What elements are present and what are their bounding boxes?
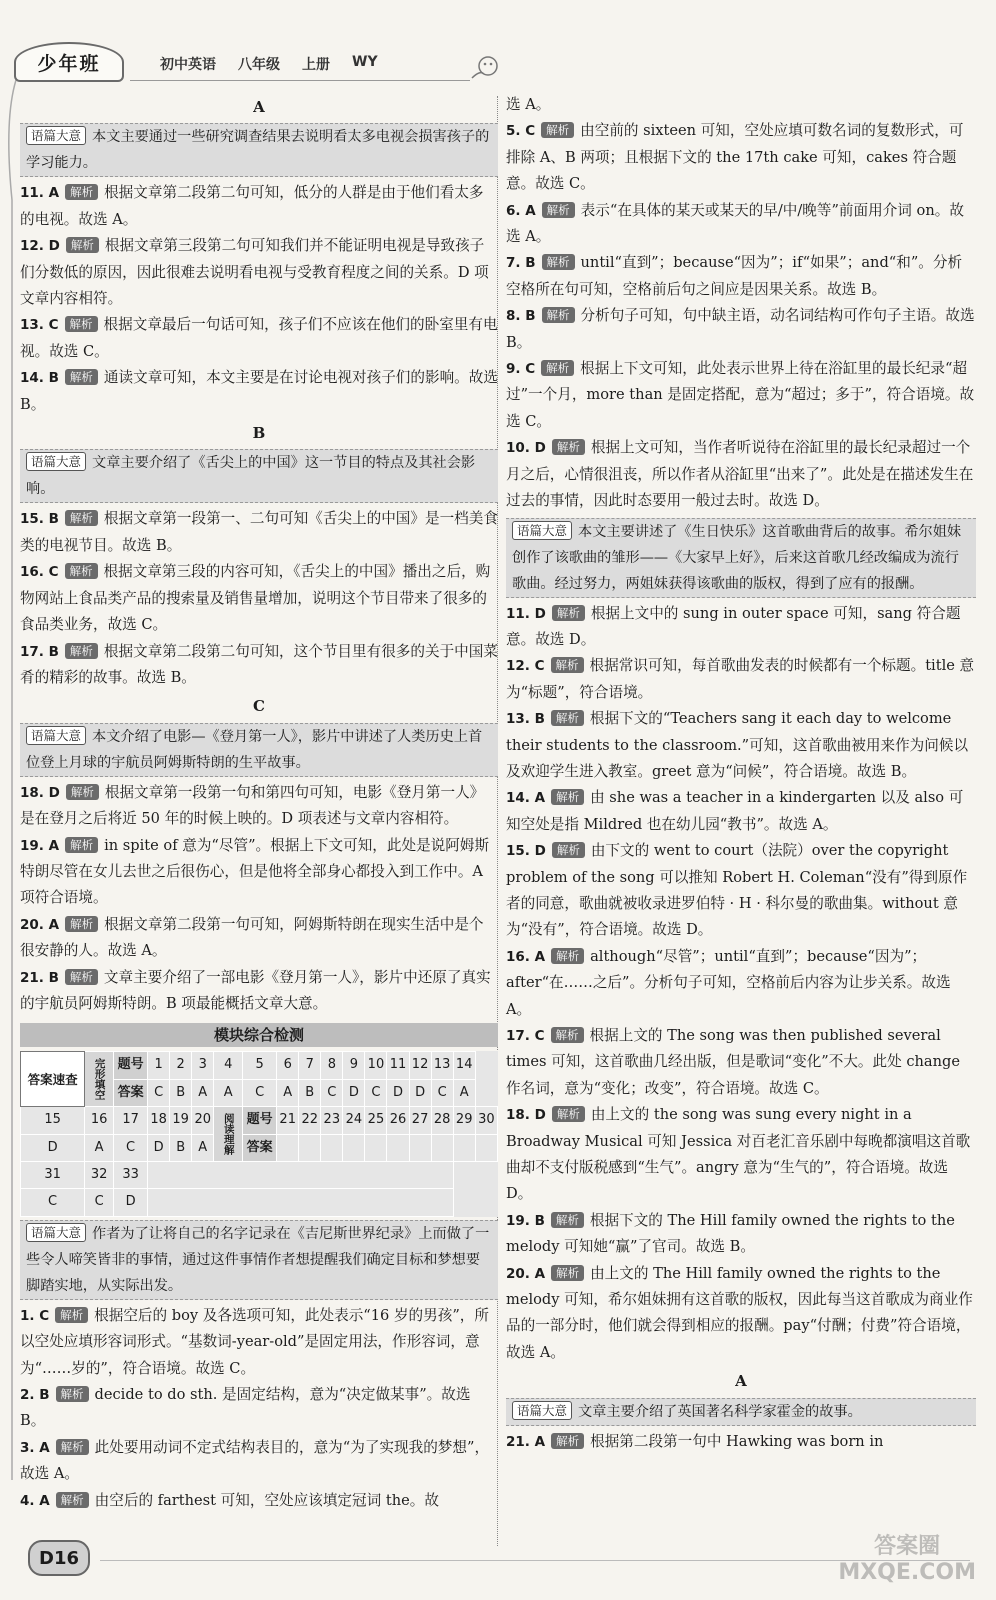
answer-value: C bbox=[365, 1079, 387, 1106]
answer-value: D bbox=[148, 1134, 170, 1161]
question-number: 26 bbox=[387, 1107, 409, 1134]
answer-value: C bbox=[85, 1189, 114, 1216]
answer-value: C bbox=[114, 1134, 148, 1161]
blank-cell bbox=[148, 1189, 454, 1216]
section-heading-a: A bbox=[253, 98, 265, 116]
question-number: 11. A bbox=[20, 185, 60, 202]
header-volume: 上册 bbox=[302, 57, 330, 73]
analysis-tag: 解析 bbox=[542, 202, 575, 218]
mascot-icon bbox=[470, 52, 500, 80]
analysis-tag: 解析 bbox=[66, 237, 99, 253]
question-number: 13. C bbox=[20, 317, 59, 334]
answer-item bbox=[20, 1303, 498, 1382]
analysis-text: 通读文章可知，本文主要是在讨论电视对孩子们的影响。故选 B。 bbox=[20, 369, 498, 413]
answer-item bbox=[506, 1208, 976, 1261]
question-number: 13. B bbox=[506, 711, 545, 728]
analysis-text: 此处要用动词不定式结构表目的，意为“为了实现我的梦想”，故选 A。 bbox=[20, 1438, 490, 1483]
question-number: 24 bbox=[343, 1107, 365, 1134]
answer-key-row bbox=[21, 1162, 498, 1189]
question-number: 17 bbox=[114, 1107, 148, 1134]
passage-summary bbox=[506, 518, 976, 598]
answer-list bbox=[506, 118, 976, 514]
question-number: 21. A bbox=[506, 1433, 546, 1450]
quick-answer-label: 答案速查 bbox=[21, 1052, 85, 1107]
analysis-tag: 解析 bbox=[551, 1265, 584, 1281]
analysis-text: 根据第二段第一句中 Hawking was born in bbox=[590, 1432, 884, 1450]
analysis-text: 根据文章第二段第二句可知，低分的人群是由于他们看太多的电视。故选 A。 bbox=[20, 184, 484, 228]
page-header bbox=[0, 0, 996, 92]
passage-summary bbox=[506, 1398, 976, 1426]
question-number: 16 bbox=[85, 1107, 114, 1134]
question-number: 3 bbox=[192, 1052, 214, 1079]
answer-value bbox=[299, 1134, 321, 1161]
answer-key-table bbox=[20, 1051, 498, 1216]
answer-list bbox=[20, 180, 498, 418]
summary-tag: 语篇大意 bbox=[512, 521, 572, 540]
answer-value: B bbox=[170, 1134, 192, 1161]
analysis-tag: 解析 bbox=[65, 316, 98, 332]
analysis-text: 根据上文中的 sung in outer space 可知，sang 符合题意。故选 D。 bbox=[506, 604, 961, 648]
answer-item bbox=[506, 653, 976, 706]
analysis-tag: 解析 bbox=[65, 969, 98, 985]
analysis-text: 分析句子可知，句中缺主语，动名词结构可作句子主语。故选 B。 bbox=[506, 307, 975, 351]
question-number-label: 题号 bbox=[114, 1052, 148, 1079]
question-number: 6 bbox=[277, 1052, 299, 1079]
answer-value: D bbox=[21, 1134, 85, 1161]
question-number: 18 bbox=[148, 1107, 170, 1134]
analysis-tag: 解析 bbox=[541, 122, 574, 138]
summary-tag: 语篇大意 bbox=[512, 1401, 572, 1420]
answer-item bbox=[20, 833, 498, 912]
summary-text: 本文介绍了电影—《登月第一人》，影片中讲述了人类历史上首位登上月球的宇航员阿姆斯特朗的生平故事。 bbox=[26, 728, 483, 771]
answer-value: A bbox=[192, 1134, 214, 1161]
header-grade: 八年级 bbox=[238, 57, 280, 73]
summary-text: 作者为了让将自己的名字记录在《吉尼斯世界纪录》上而做了一些令人啼笑皆非的事情，通过这件事情作者想提醒我们确定目标和梦想要脚踏实地，从实际出发。 bbox=[26, 1225, 490, 1294]
question-number: 32 bbox=[85, 1162, 114, 1189]
analysis-text: in spite of 意为“尽管”。根据上下文可知，此处是说阿姆斯特朗尽管在女儿去世之后很伤心，但是他将全部身心都投入到工作中。A 项符合语境。 bbox=[20, 836, 490, 907]
analysis-text: 根据常识可知，每首歌曲发表的时候都有一个标题。title 意为“标题”，符合语境。 bbox=[506, 657, 975, 701]
summary-text: 文章主要介绍了英国著名科学家霍金的故事。 bbox=[578, 1403, 862, 1420]
analysis-tag: 解析 bbox=[65, 643, 98, 659]
analysis-text: 根据下文的 The Hill family owned the rights to the melody 可知她“赢”了官司。故选 B。 bbox=[506, 1211, 955, 1256]
answer-value: A bbox=[453, 1079, 475, 1106]
analysis-text: decide to do sth. 是固定结构，意为“决定做某事”。故选 B。 bbox=[20, 1386, 471, 1430]
analysis-tag: 解析 bbox=[65, 837, 98, 853]
binding-curve-decoration bbox=[2, 80, 20, 1480]
answer-value: A bbox=[85, 1134, 114, 1161]
question-number: 9. C bbox=[506, 361, 536, 378]
summary-tag: 语篇大意 bbox=[26, 1223, 86, 1242]
answer-key-row bbox=[21, 1134, 498, 1161]
answer-item bbox=[506, 118, 976, 197]
answer-value: D bbox=[387, 1079, 409, 1106]
analysis-tag: 解析 bbox=[552, 439, 585, 455]
question-number: 23 bbox=[321, 1107, 343, 1134]
question-number: 8 bbox=[321, 1052, 343, 1079]
analysis-text: 根据文章第二段第二句可知，这个节目里有很多的关于中国菜肴的精彩的故事。故选 B。 bbox=[20, 642, 498, 686]
cloze-label: 完形填空 bbox=[85, 1052, 114, 1107]
summary-tag: 语篇大意 bbox=[26, 126, 86, 145]
answer-value: B bbox=[170, 1079, 192, 1106]
analysis-tag: 解析 bbox=[551, 1027, 584, 1043]
answer-value bbox=[409, 1134, 431, 1161]
answer-item bbox=[20, 312, 498, 365]
answer-key-row bbox=[21, 1189, 498, 1216]
answer-value: C bbox=[321, 1079, 343, 1106]
analysis-text: 根据文章第三段第二句可知我们并不能证明电视是导致孩子们分数低的原因，因此很难去说明看电视与受教育程度之间的关系。D 项文章内容相符。 bbox=[20, 237, 489, 308]
answer-item bbox=[506, 1261, 976, 1367]
question-number: 16. A bbox=[506, 948, 546, 965]
brand-logo: 少年班 bbox=[14, 42, 124, 82]
question-number: 21. B bbox=[20, 969, 59, 986]
question-number: 16. C bbox=[20, 564, 59, 581]
watermark-url: MXQE.COM bbox=[838, 1560, 976, 1585]
answer-label: 答案 bbox=[243, 1134, 277, 1161]
question-number: 25 bbox=[365, 1107, 387, 1134]
answer-item bbox=[506, 435, 976, 514]
answer-item bbox=[20, 965, 498, 1018]
question-number: 18. D bbox=[506, 1107, 546, 1124]
answer-item bbox=[20, 780, 498, 833]
answer-value: A bbox=[214, 1079, 243, 1106]
answer-value: D bbox=[114, 1189, 148, 1216]
analysis-text: 根据上文可知，当作者听说待在浴缸里的最长纪录超过一个月之后，心情很沮丧，所以作者从浴缸里“出来了”。此处是在描述发生在过去的事情，因此时态要用一般过去时。故选 D。 bbox=[506, 439, 974, 510]
question-number: 12 bbox=[409, 1052, 431, 1079]
summary-tag: 语篇大意 bbox=[26, 726, 86, 745]
question-number: 15 bbox=[21, 1107, 85, 1134]
analysis-tag: 解析 bbox=[542, 307, 575, 323]
answer-list bbox=[20, 1303, 498, 1514]
question-number: 2 bbox=[170, 1052, 192, 1079]
question-number: 9 bbox=[343, 1052, 365, 1079]
analysis-tag: 解析 bbox=[66, 784, 99, 800]
analysis-text: until“直到”；because“因为”；if“如果”；and“和”。分析空格所在句可知，空格前后句之间应是因果关系。故选 B。 bbox=[506, 254, 963, 298]
answer-item bbox=[20, 639, 498, 692]
question-number: 30 bbox=[475, 1107, 497, 1134]
question-number: 10. D bbox=[506, 440, 546, 457]
answer-value bbox=[453, 1134, 475, 1161]
answer-item bbox=[20, 365, 498, 418]
question-number: 1 bbox=[148, 1052, 170, 1079]
question-number: 12. D bbox=[20, 238, 60, 255]
analysis-text: 由上文的 the song was sung every night in a Broadway Musical 可知 Jessica 对百老汇音乐剧中每晚都演唱这首歌曲却不支付版税感到“生气”。angry 意为“生气的”，符合语境。故选 D。 bbox=[506, 1106, 971, 1203]
question-number: 14 bbox=[453, 1052, 475, 1079]
analysis-text: 根据文章第一段第一、二句可知《舌尖上的中国》是一档美食类的电视节目。故选 B。 bbox=[20, 510, 498, 554]
summary-text: 文章主要介绍了《舌尖上的中国》这一节目的特点及其社会影响。 bbox=[26, 455, 476, 498]
passage-summary bbox=[20, 723, 498, 777]
question-number: 6. A bbox=[506, 202, 536, 219]
question-number: 2. B bbox=[20, 1387, 50, 1404]
question-number: 28 bbox=[431, 1107, 453, 1134]
section-heading-a: A bbox=[735, 1372, 747, 1391]
question-number: 5 bbox=[243, 1052, 277, 1079]
answer-item bbox=[20, 559, 498, 638]
question-number: 20 bbox=[192, 1107, 214, 1134]
section-heading-c: C bbox=[253, 697, 265, 716]
analysis-text: 由下文的 went to court（法院）over the copyright problem of the song 可以推知 Robert H. Coleman“没有”得到原作者的同意，歌曲就被收录进罗伯特 · H · 科尔曼的歌曲集。without 意为“没有”，符合语境。故选 D。 bbox=[506, 842, 968, 939]
analysis-text: 根据上下文可知，此处表示世界上待在浴缸里的最长纪录“超过”一个月，more than 是固定搭配，意为“超过；多于”，符合语境。故选 C。 bbox=[506, 360, 975, 430]
answer-item bbox=[20, 1435, 498, 1488]
answer-item bbox=[506, 706, 976, 785]
reading-label: 阅读理解 bbox=[214, 1107, 243, 1162]
analysis-tag: 解析 bbox=[56, 1492, 89, 1508]
answer-value: C bbox=[21, 1189, 85, 1216]
question-number: 4 bbox=[214, 1052, 243, 1079]
question-number: 7 bbox=[299, 1052, 321, 1079]
question-number: 17. B bbox=[20, 643, 59, 660]
analysis-text: 根据文章最后一句话可知，孩子们不应该在他们的卧室里有电视。故选 C。 bbox=[20, 316, 498, 360]
answer-item bbox=[506, 250, 976, 303]
answer-value bbox=[475, 1134, 497, 1161]
analysis-text: 根据文章第二段第一句可知，阿姆斯特朗在现实生活中是个很安静的人。故选 A。 bbox=[20, 915, 484, 960]
analysis-text: 根据上文的 The song was then published several times 可知，这首歌曲几经出版，但是歌词“变化”不大。此处 change 作名词，意为“变化；改变”，符合语境。故选 C。 bbox=[506, 1027, 961, 1097]
answer-item bbox=[506, 601, 976, 654]
answer-list bbox=[506, 1429, 976, 1455]
question-number: 18. D bbox=[20, 784, 60, 801]
question-number: 15. B bbox=[20, 511, 59, 528]
answer-list bbox=[20, 780, 498, 1018]
analysis-tag: 解析 bbox=[552, 1106, 585, 1122]
question-number: 1. C bbox=[20, 1307, 50, 1324]
analysis-tag: 解析 bbox=[65, 563, 98, 579]
answer-value: B bbox=[299, 1079, 321, 1106]
analysis-tag: 解析 bbox=[65, 916, 98, 932]
analysis-tag: 解析 bbox=[552, 842, 585, 858]
analysis-text: 由空前的 sixteen 可知，空处应填可数名词的复数形式，可排除 A、B 两项；且根据下文的 the 17th cake 可知，cakes 符合题意。故选 C。 bbox=[506, 122, 964, 193]
blank-cell bbox=[148, 1162, 454, 1189]
analysis-tag: 解析 bbox=[551, 948, 584, 964]
analysis-text: although“尽管”；until“直到”；because“因为”；after“在……之后”。分析句子可知，空格前后内容为让步关系。故选 A。 bbox=[506, 947, 951, 1018]
answer-label: 答案 bbox=[114, 1079, 148, 1106]
question-number: 33 bbox=[114, 1162, 148, 1189]
answer-item bbox=[506, 838, 976, 944]
analysis-tag: 解析 bbox=[65, 184, 98, 200]
analysis-text: 文章主要介绍了一部电影《登月第一人》，影片中还原了真实的宇航员阿姆斯特朗。B 项最能概括文章大意。 bbox=[20, 968, 491, 1012]
answer-item bbox=[506, 198, 976, 251]
continued-text: 选 A。 bbox=[506, 96, 551, 113]
analysis-tag: 解析 bbox=[551, 1212, 584, 1228]
answer-item bbox=[20, 912, 498, 965]
watermark-title: 答案圈 bbox=[874, 1534, 941, 1559]
question-number: 3. A bbox=[20, 1439, 50, 1456]
question-number: 19 bbox=[170, 1107, 192, 1134]
question-number: 19. A bbox=[20, 837, 60, 854]
question-number-label: 题号 bbox=[243, 1107, 277, 1134]
question-number: 19. B bbox=[506, 1212, 545, 1229]
answer-value: D bbox=[343, 1079, 365, 1106]
question-number: 20. A bbox=[506, 1265, 546, 1282]
header-info bbox=[160, 54, 378, 74]
answer-item bbox=[506, 1023, 976, 1102]
right-column bbox=[506, 92, 976, 1455]
answer-key-row bbox=[21, 1052, 498, 1079]
question-number: 13 bbox=[431, 1052, 453, 1079]
answer-value bbox=[365, 1134, 387, 1161]
question-number: 21 bbox=[277, 1107, 299, 1134]
analysis-tag: 解析 bbox=[541, 360, 574, 376]
analysis-tag: 解析 bbox=[56, 1386, 89, 1402]
passage-summary bbox=[20, 123, 498, 177]
answer-item bbox=[506, 785, 976, 838]
site-watermark bbox=[838, 1534, 976, 1586]
question-number: 12. C bbox=[506, 658, 545, 675]
answer-item bbox=[506, 1102, 976, 1208]
analysis-tag: 解析 bbox=[65, 510, 98, 526]
analysis-text: 表示“在具体的某天或某天的早/中/晚等”前面用介词 on。故选 A。 bbox=[506, 201, 964, 246]
answer-item bbox=[20, 506, 498, 559]
summary-text: 本文主要通过一些研究调查结果去说明看太多电视会损害孩子的学习能力。 bbox=[26, 129, 490, 172]
analysis-text: 由 she was a teacher in a kindergarten 以及 also 可知空处是指 Mildred 也在幼儿园“教书”。故选 A。 bbox=[506, 789, 964, 833]
passage-summary bbox=[20, 1220, 498, 1300]
answer-value: C bbox=[431, 1079, 453, 1106]
header-edition: WY bbox=[352, 54, 378, 70]
analysis-tag: 解析 bbox=[542, 254, 575, 270]
answer-value bbox=[431, 1134, 453, 1161]
header-rule bbox=[130, 80, 470, 81]
answer-value: A bbox=[277, 1079, 299, 1106]
analysis-text: 根据文章第三段的内容可知，《舌尖上的中国》播出之后，购物网站上食品类产品的搜索量及销售量增加，说明这个节目带来了很多的食品类业务，故选 C。 bbox=[20, 563, 491, 634]
answer-item bbox=[20, 233, 498, 312]
question-number: 29 bbox=[453, 1107, 475, 1134]
analysis-tag: 解析 bbox=[552, 605, 585, 621]
question-number: 11. D bbox=[506, 605, 546, 622]
answer-value: C bbox=[148, 1079, 170, 1106]
question-number: 11 bbox=[387, 1052, 409, 1079]
question-number: 14. B bbox=[20, 370, 59, 387]
answer-item bbox=[506, 303, 976, 356]
header-subject: 初中英语 bbox=[160, 57, 216, 73]
passage-summary bbox=[20, 449, 498, 503]
page-number: D16 bbox=[28, 1540, 90, 1576]
question-number: 10 bbox=[365, 1052, 387, 1079]
analysis-tag: 解析 bbox=[551, 657, 584, 673]
answer-item bbox=[20, 180, 498, 233]
answer-value bbox=[321, 1134, 343, 1161]
analysis-tag: 解析 bbox=[56, 1439, 89, 1455]
analysis-text: 根据文章第一段第一句和第四句可知，电影《登月第一人》是在登月之后将近 50 年的时候上映的。D 项表述与文章内容相符。 bbox=[20, 783, 485, 828]
answer-item bbox=[506, 944, 976, 1023]
question-number: 15. D bbox=[506, 843, 546, 860]
question-number: 5. C bbox=[506, 123, 536, 140]
question-number: 4. A bbox=[20, 1492, 50, 1509]
left-column bbox=[20, 92, 498, 1514]
answer-value bbox=[343, 1134, 365, 1161]
module-title: 模块综合检测 bbox=[20, 1023, 498, 1047]
analysis-tag: 解析 bbox=[551, 789, 584, 805]
summary-tag: 语篇大意 bbox=[26, 452, 86, 471]
question-number: 27 bbox=[409, 1107, 431, 1134]
analysis-tag: 解析 bbox=[551, 1433, 584, 1449]
question-number: 20. A bbox=[20, 916, 60, 933]
question-number: 31 bbox=[21, 1162, 85, 1189]
answer-item bbox=[506, 1429, 976, 1455]
analysis-text: 根据下文的“Teachers sang it each day to welcome their students to the classroom.”可知，这首歌曲被用来作为问候以及欢迎学生进入教室。greet 意为“问候”，符合语境。故选 B。 bbox=[506, 710, 969, 780]
analysis-tag: 解析 bbox=[55, 1307, 88, 1323]
answer-value: C bbox=[243, 1079, 277, 1106]
analysis-tag: 解析 bbox=[551, 710, 584, 726]
question-number: 17. C bbox=[506, 1028, 545, 1044]
analysis-text: 由空后的 farthest 可知，空处应该填定冠词 the。故 bbox=[94, 1491, 439, 1509]
answer-value bbox=[277, 1134, 299, 1161]
question-number: 7. B bbox=[506, 255, 536, 272]
section-heading-b: B bbox=[252, 424, 266, 443]
answer-list bbox=[20, 506, 498, 691]
analysis-text: 根据空后的 boy 及各选项可知，此处表示“16 岁的男孩”，所以空处应填形容词形式。“基数词-year-old”是固定用法，作形容词，意为“……岁的”，符合语境。故选 C。 bbox=[20, 1306, 489, 1377]
analysis-tag: 解析 bbox=[65, 369, 98, 385]
answer-value bbox=[387, 1134, 409, 1161]
summary-text: 本文主要讲述了《生日快乐》这首歌曲背后的故事。希尔姐妹创作了该歌曲的雏形——《大家早上好》，后来这首歌几经改编成为流行歌曲。经过努力，两姐妹获得该歌曲的版权，得到了应有的报酬。 bbox=[512, 523, 962, 592]
question-number: 14. A bbox=[506, 790, 546, 807]
answer-key-row bbox=[21, 1107, 498, 1134]
answer-value: A bbox=[192, 1079, 214, 1106]
question-number: 22 bbox=[299, 1107, 321, 1134]
answer-value: D bbox=[409, 1079, 431, 1106]
answer-list bbox=[506, 601, 976, 1367]
answer-item bbox=[20, 1488, 498, 1514]
answer-item bbox=[20, 1382, 498, 1435]
answer-item bbox=[506, 356, 976, 435]
analysis-text: 由上文的 The Hill family owned the rights to the melody 可知，希尔姐妹拥有这首歌的版权，因此每当这首歌成为商业作品的一部分时，他们就会得到相应的报酬。pay“付酬；付费”符合语境，故选 A。 bbox=[506, 1264, 973, 1361]
question-number: 8. B bbox=[506, 308, 536, 325]
